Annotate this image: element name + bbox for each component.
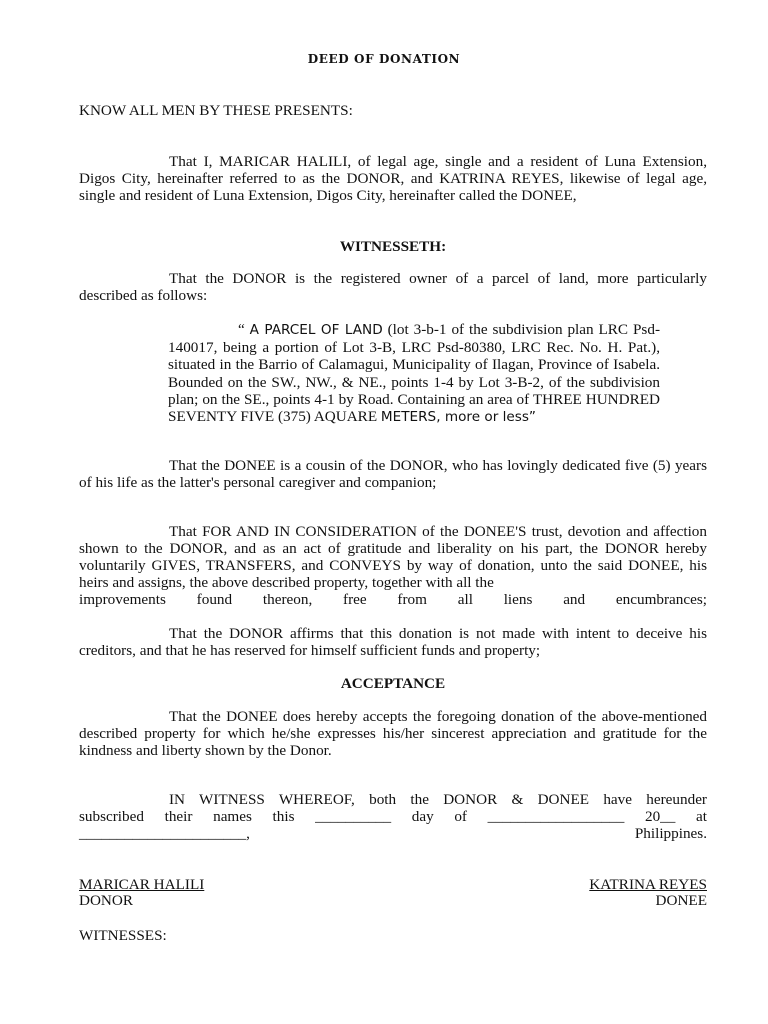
- document-title: DEED OF DONATION: [307, 52, 461, 66]
- witness-line-2: subscribed their names this __________ day of __________________ 20__ at: [79, 808, 707, 825]
- consideration-paragraph: [79, 523, 707, 608]
- acceptance-heading: ACCEPTANCE: [340, 675, 446, 692]
- witness-whereof-paragraph: [79, 791, 707, 842]
- relationship-paragraph: That the DONEE is a cousin of the DONOR, who has lovingly dedicated five (5) years of his life as the latter's personal caregiver and companion;: [79, 457, 707, 491]
- consideration-main: That FOR AND IN CONSIDERATION of the DONEE'S trust, devotion and affection shown to the DONOR, and as an act of gratitude and liberality on his part, the DONOR hereby voluntarily GIVES, TRANSFERS, and CONVEYS by way of donation, unto the said DONEE, his heirs and assigns, the above described property, together with all the: [79, 523, 707, 591]
- witness-line-1: IN WITNESS WHEREOF, both the DONOR & DONEE have hereunder: [169, 791, 707, 808]
- affirmation-paragraph: That the DONOR affirms that this donation is not made with intent to deceive his creditors, and that he has reserved for himself sufficient funds and property;: [79, 625, 707, 659]
- opening-clause: KNOW ALL MEN BY THESE PRESENTS:: [79, 102, 353, 119]
- property-description: [168, 321, 660, 426]
- witnesses-label: WITNESSES:: [79, 927, 167, 944]
- donee-role-label: DONEE: [655, 892, 707, 909]
- property-label: A PARCEL OF LAND: [249, 322, 383, 338]
- donee-signature-name: KATRINA REYES: [589, 876, 707, 893]
- property-meters: METERS: [380, 409, 437, 426]
- consideration-last-line: improvements found thereon, free from all liens and encumbrances;: [79, 591, 707, 608]
- country-label: Philippines.: [634, 825, 707, 842]
- property-closing: , more or less”: [436, 409, 536, 426]
- ownership-paragraph: That the DONOR is the registered owner of a parcel of land, more particularly described as follows:: [79, 270, 707, 304]
- place-blank: ______________________,: [79, 825, 250, 842]
- witnesseth-heading: WITNESSETH:: [339, 238, 447, 255]
- acceptance-paragraph: That the DONEE does hereby accepts the foregoing donation of the above-mentioned described property for which he/she expresses his/her sincerest appreciation and gratitude for the kindness and liberty shown by the Donor.: [79, 708, 707, 759]
- witness-line-3: [79, 825, 707, 842]
- donor-role-label: DONOR: [79, 892, 134, 909]
- donor-signature-name: MARICAR HALILI: [79, 876, 205, 893]
- parties-paragraph: That I, MARICAR HALILI, of legal age, single and a resident of Luna Extension, Digos City, hereinafter referred to as the DONOR, and KATRINA REYES, likewise of legal age, single and resident of Luna Extension, Digos City, hereinafter called the DONEE,: [79, 153, 707, 204]
- quote-open-mark: “: [238, 321, 250, 338]
- property-details: (lot 3-b-1 of the subdivision plan LRC Psd-140017, being a portion of Lot 3-B, LRC Psd-80380, LRC Rec. No. H. Pat.), situated in the Barrio of Calamagui, Municipality of Ilagan, Province of Isabela. Bounded on the SW., NW., & NE., points 1-4 by Lot 3-B-2, of the subdivision plan; on the SE., points 4-1 by Road. Containing an area of THREE HUNDRED SEVENTY FIVE (375) AQUARE: [168, 321, 660, 426]
